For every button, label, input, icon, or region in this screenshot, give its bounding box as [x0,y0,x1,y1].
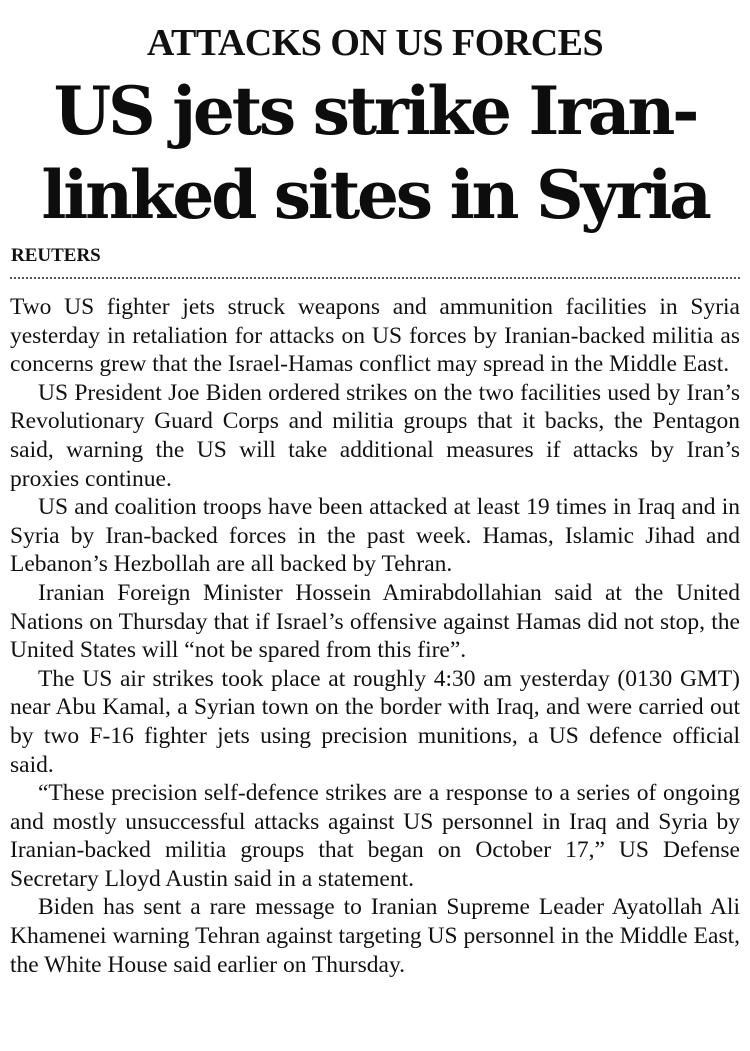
article-paragraph-6: “These precision self-defence strikes are a response to a series of ongoing and mostly unsuccessful attacks against US personnel in Iraq and Syria by Iranian-backed militia groups that began on October 17,” US Defense Secretary Lloyd Austin said in a statement. [10,780,740,892]
article-headline: US jets strike Iran-linked sites in Syria [41,72,709,234]
article-paragraph-1: Two US fighter jets struck weapons and ammunition facilities in Syria yesterday in retaliation for attacks on US forces by Iranian-backed militia as concerns grew that the Israel-Hamas conflict may spread in the Middle East. [10,294,740,378]
article-byline: REUTERS [11,245,101,266]
article-kicker: ATTACKS ON US FORCES [146,22,604,64]
article-paragraph-2: US President Joe Biden ordered strikes on the two facilities used by Iran’s Revolutionary Guard Corps and militia groups that it backs, the Pentagon said, warning the US will take additional measures if attacks by Iran’s proxies continue. [10,379,740,492]
article-paragraph-5: The US air strikes took place at roughly 4:30 am yesterday (0130 GMT) near Abu Kamal, a Syrian town on the border with Iraq, and were carried out by two F-16 fighter jets using precision munitions, a US defence official said. [10,665,740,778]
dotted-divider [10,277,740,279]
article-body [10,293,740,979]
article-paragraph-4: Iranian Foreign Minister Hossein Amirabdollahian said at the United Nations on Thursday that if Israel’s offensive against Hamas did not stop, the United States will “not be spared from this fire”. [10,579,740,664]
article-paragraph-3: US and coalition troops have been attacked at least 19 times in Iraq and in Syria by Iran-backed forces in the past week. Hamas, Islamic Jihad and Lebanon’s Hezbollah are all backed by Tehran. [10,494,740,578]
article-paragraph-7: Biden has sent a rare message to Iranian Supreme Leader Ayatollah Ali Khamenei warning Tehran against targeting US personnel in the Middle East, the White House said earlier on Thursday. [10,894,740,978]
